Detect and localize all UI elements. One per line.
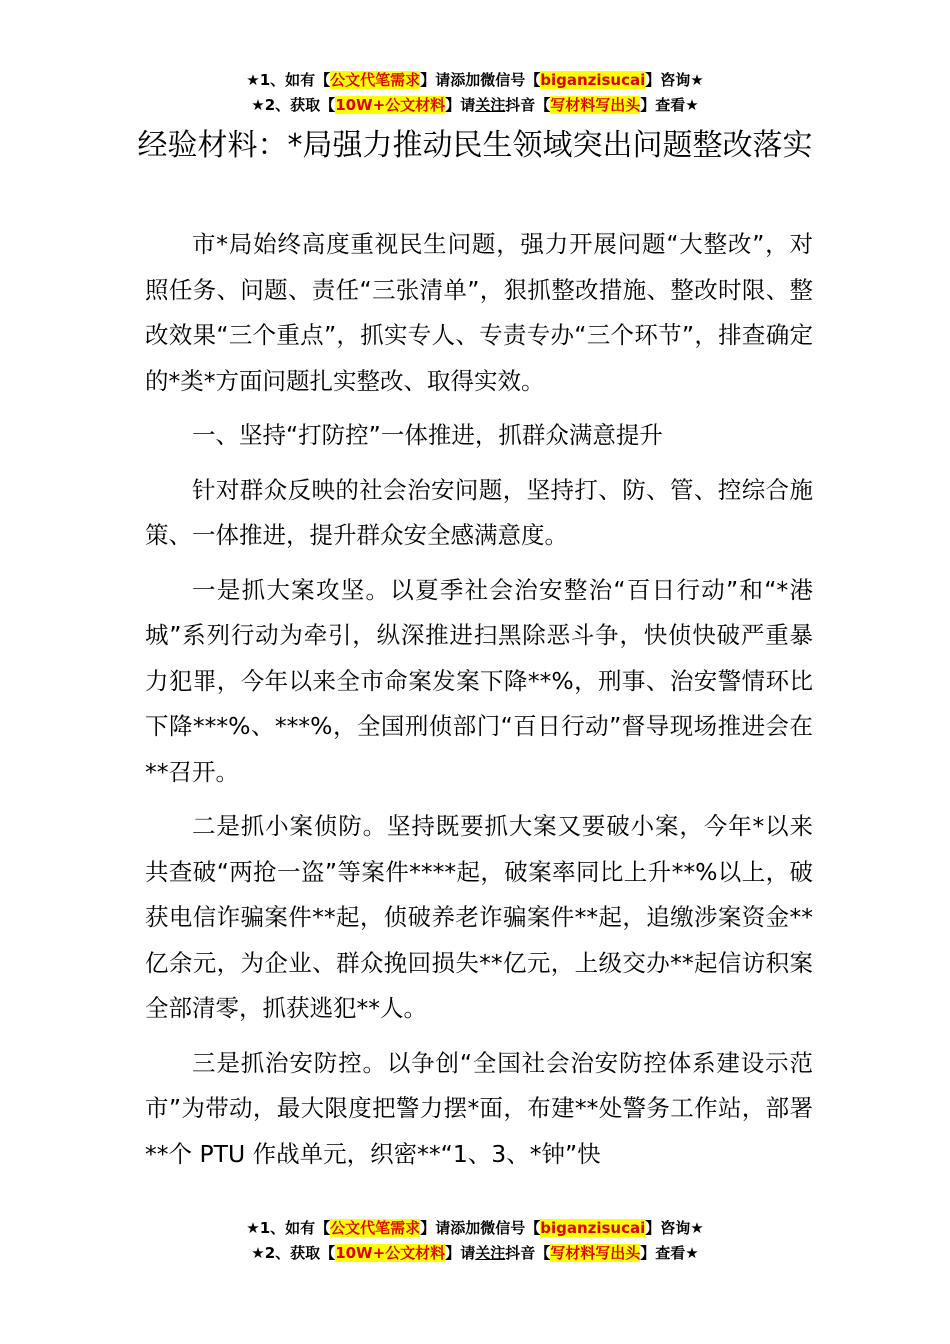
paragraph-public-security: 三是抓治安防控。以争创“全国社会治安防控体系建设示范市”为带动，最大限度把警力摆*面，布建**处警务工作站，部署**个 PTU 作战单元，织密**“1、3、*钟”快 — [145, 1048, 813, 1168]
paragraph-minor-cases: 二是抓小案侦防。坚持既要抓大案又要破小案，今年*以来共查破“两抢一盗”等案件****起，破案率同比上升**%以上，破获电信诈骗案件**起，侦破养老诈骗案件**起，追缴涉案资金**亿余元，为企业、群众挽回损失**亿元，上级交办**起信访积案全部清零，抓获逃犯**人。 — [145, 812, 813, 1022]
underlined-follow: 关注 — [475, 96, 506, 114]
paragraph-major-cases: 一是抓大案攻坚。以夏季社会治安整治“百日行动”和“*港城”系列行动为牵引，纵深推进扫黑除恶斗争，快侦快破严重暴力犯罪，今年以来全市命案发案下降**%，刑事、治安警情环比下降***%、***%，全国刑侦部门“百日行动”督导现场推进会在**召开。 — [145, 575, 813, 786]
footer-promo-banner — [0, 1216, 950, 1266]
highlight-wechat-id: biganzisucai — [540, 1219, 646, 1237]
highlight-douyin-account: 写材料写出头 — [550, 1244, 641, 1262]
promo-line-2: ★2、获取【10W+公文材料】请关注抖音【写材料写出头】查看★ — [251, 96, 699, 114]
header-promo-banner — [0, 68, 950, 118]
promo-line-1: ★1、如有【公文代笔需求】请添加微信号【biganzisucai】咨询★ — [246, 71, 704, 89]
paragraph-intro: 市*局始终高度重视民生问题，强力开展问题“大整改”，对照任务、问题、责任“三张清单”，狠抓整改措施、整改时限、整改效果“三个重点”，抓实专人、专责专办“三个环节”，排查确定的*类*方面问题扎实整改、取得实效。 — [145, 230, 813, 395]
paragraph-section-1-summary: 针对群众反映的社会治安问题，坚持打、防、管、控综合施策、一体推进，提升群众安全感满意度。 — [145, 475, 813, 549]
highlight-materials: 10W+公文材料 — [335, 96, 446, 114]
highlight-douyin-account: 写材料写出头 — [550, 96, 641, 114]
document-title: 经验材料：*局强力推动民生领域突出问题整改落实 — [137, 128, 813, 163]
promo-line-1: ★1、如有【公文代笔需求】请添加微信号【biganzisucai】咨询★ — [246, 1219, 704, 1237]
promo-line-2: ★2、获取【10W+公文材料】请关注抖音【写材料写出头】查看★ — [251, 1244, 699, 1262]
highlight-materials: 10W+公文材料 — [335, 1244, 446, 1262]
highlight-writing-service: 公文代笔需求 — [330, 1219, 421, 1237]
document-body — [145, 222, 813, 1186]
highlight-wechat-id: biganzisucai — [540, 71, 646, 89]
section-heading-1: 一、坚持“打防控”一体推进，抓群众满意提升 — [192, 421, 663, 449]
underlined-follow: 关注 — [475, 1244, 506, 1262]
highlight-writing-service: 公文代笔需求 — [330, 71, 421, 89]
